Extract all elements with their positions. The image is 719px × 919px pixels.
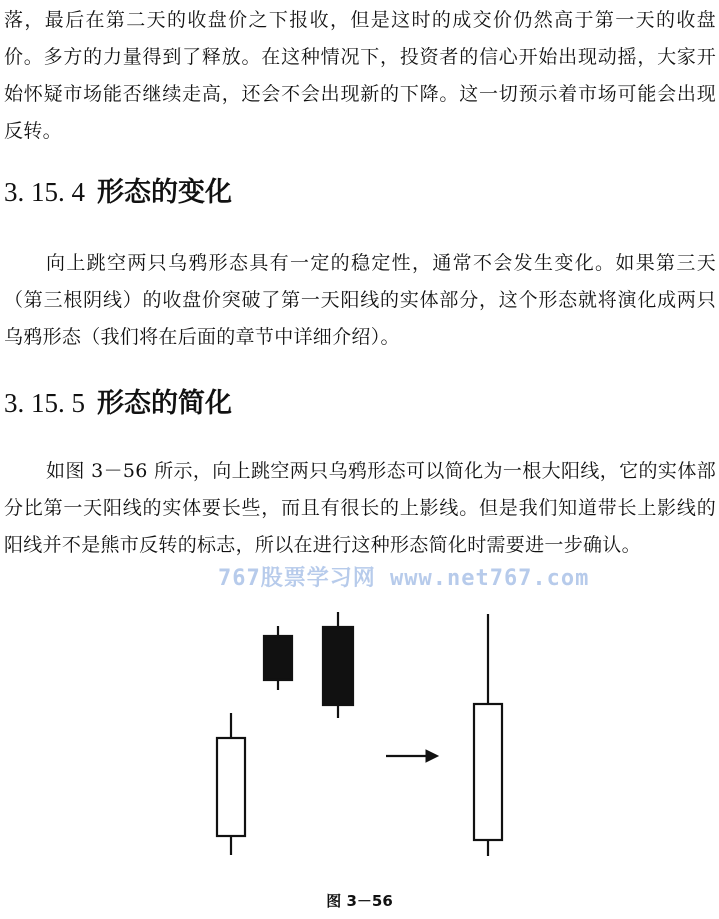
- section-heading-3-15-5: [4, 386, 232, 421]
- figure-caption: 图 3－56: [326, 892, 393, 910]
- candle-day2-black: [264, 626, 292, 690]
- simplification-paragraph: 如图 3－56 所示，向上跳空两只乌鸦形态可以简化为一根大阳线，它的实体部分比第一天阳线的实体要长些，而且有很长的上影线。但是我们知道带长上影线的阳线并不是熊市反转的标志，所以在进行这种形态简化时需要进一步确认。: [4, 460, 716, 556]
- candle-day1-white: [217, 713, 245, 855]
- section-heading-3-15-4: [4, 175, 232, 210]
- section-title: 形态的变化: [97, 177, 232, 208]
- site-watermark: 767股票学习网 www.net767.com: [218, 566, 590, 591]
- variation-paragraph: 向上跳空两只乌鸦形态具有一定的稳定性，通常不会发生变化。如果第三天（第三根阴线）的收盘价突破了第一天阳线的实体部分，这个形态就将演化成两只乌鸦形态（我们将在后面的章节中详细介绍）。: [4, 252, 716, 348]
- section-title: 形态的简化: [97, 388, 232, 419]
- section-number: 3. 15. 4: [4, 177, 85, 207]
- candle-simplified-white: [474, 614, 502, 856]
- intro-paragraph: 落，最后在第二天的收盘价之下报收，但是这时的成交价仍然高于第一天的收盘价。多方的力量得到了释放。在这种情况下，投资者的信心开始出现动摇，大家开始怀疑市场能否继续走高，还会不会出现新的下降。这一切预示着市场可能会出现反转。: [4, 9, 716, 142]
- candlestick-figure: [0, 608, 719, 866]
- candle-day3-black: [323, 612, 353, 718]
- arrow-right-icon: [386, 750, 438, 762]
- section-number: 3. 15. 5: [4, 388, 85, 418]
